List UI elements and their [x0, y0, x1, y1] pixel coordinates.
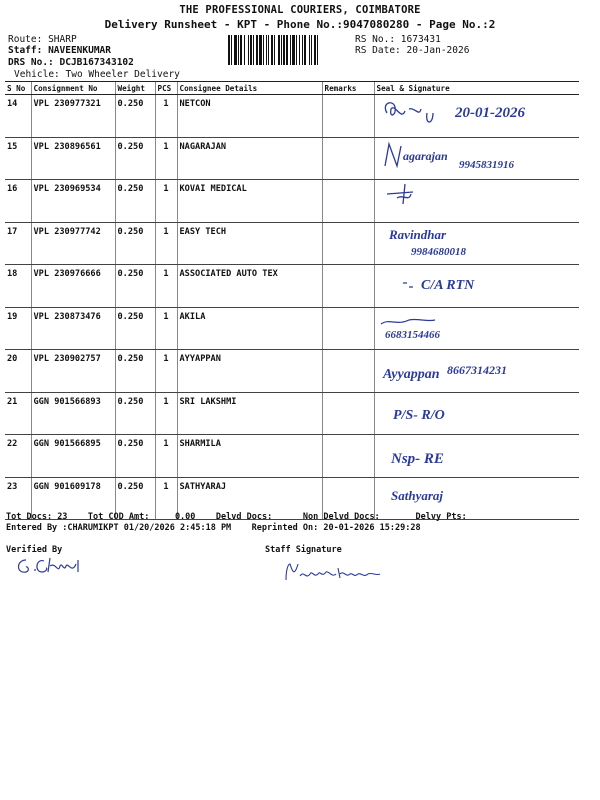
route-line: Route: SHARP	[8, 34, 77, 45]
row-sno: 21	[5, 392, 31, 435]
row-signature	[374, 435, 579, 478]
row-sno: 16	[5, 180, 31, 223]
svg-text:Nsp- RE: Nsp- RE	[390, 451, 444, 467]
row-signature	[374, 95, 579, 138]
row-consignment-no: VPL 230977321	[31, 95, 115, 138]
row-remarks	[322, 222, 374, 265]
row-weight: 0.250	[115, 392, 155, 435]
barcode-bar	[318, 35, 320, 65]
row-consignment-no: VPL 230976666	[31, 265, 115, 308]
row-consignee: AYYAPPAN	[177, 350, 322, 393]
table-header-row	[5, 82, 579, 95]
svg-text:C/A RTN: C/A RTN	[420, 278, 474, 293]
rs-date-value: 20-Jan-2026	[406, 45, 470, 56]
row-signature	[374, 350, 579, 393]
row-remarks	[322, 180, 374, 223]
svg-text:agarajan: agarajan	[402, 148, 448, 163]
table-row	[5, 392, 579, 435]
row-consignment-no: VPL 230902757	[31, 350, 115, 393]
row-consignment-no: GGN 901609178	[31, 477, 115, 520]
row-consignee: SATHYARAJ	[177, 477, 322, 520]
row-weight: 0.250	[115, 307, 155, 350]
row-remarks	[322, 392, 374, 435]
rs-no-line: RS No.: 1673431	[355, 34, 441, 45]
row-weight: 0.250	[115, 180, 155, 223]
entered-by-line: Entered By :CHARUMIKPT 01/20/2026 2:45:18 PM Reprinted On: 20-01-2026 15:29:28	[6, 523, 421, 533]
verified-signature	[14, 552, 114, 580]
row-signature	[374, 180, 579, 223]
row-consignee: SHARMILA	[177, 435, 322, 478]
row-sno: 20	[5, 350, 31, 393]
col-header-remarks: Remarks	[322, 82, 374, 95]
row-signature	[374, 137, 579, 180]
handwritten-signature	[375, 138, 580, 178]
staff-signature-label: Staff Signature	[265, 545, 342, 555]
row-sno: 18	[5, 265, 31, 308]
staff-value: NAVEENKUMAR	[48, 45, 111, 56]
svg-text:P/S- R/O: P/S- R/O	[392, 407, 445, 423]
table-row	[5, 307, 579, 350]
runsheet-subtitle: Delivery Runsheet - KPT - Phone No.:9047080280 - Page No.:2	[104, 18, 496, 31]
drs-value: DCJB167343102	[59, 57, 134, 68]
row-weight: 0.250	[115, 435, 155, 478]
handwritten-signature	[375, 393, 580, 433]
row-remarks	[322, 350, 374, 393]
row-remarks	[322, 435, 374, 478]
svg-text:6683154466: 6683154466	[384, 328, 440, 341]
col-header-weight: Weight	[115, 82, 155, 95]
row-consignee: ASSOCIATED AUTO TEX	[177, 265, 322, 308]
row-sno: 22	[5, 435, 31, 478]
row-signature	[374, 222, 579, 265]
row-consignment-no: VPL 230977742	[31, 222, 115, 265]
row-remarks	[322, 137, 374, 180]
drs-line: DRS No.: DCJB167343102	[8, 57, 134, 68]
row-pcs: 1	[155, 222, 177, 265]
totals-line: Tot Docs: 23 Tot COD Amt: 0.00 Delvd Docs: Non Delvd Docs: Delvy Pts:	[6, 512, 467, 522]
row-consignee: SRI LAKSHMI	[177, 392, 322, 435]
row-pcs: 1	[155, 307, 177, 350]
handwritten-signature	[375, 350, 580, 390]
handwritten-signature	[375, 435, 580, 475]
rs-date-line: RS Date: 20-Jan-2026	[355, 45, 470, 56]
row-consignment-no: VPL 230969534	[31, 180, 115, 223]
row-sno: 23	[5, 477, 31, 520]
row-weight: 0.250	[115, 95, 155, 138]
svg-text:9945831916: 9945831916	[458, 158, 514, 171]
reprinted-value: 20-01-2026 15:29:28	[323, 523, 421, 533]
tot-docs-value: 23	[57, 512, 68, 522]
entered-by-value: CHARUMIKPT 01/20/2026 2:45:18 PM	[67, 523, 232, 533]
company-title: THE PROFESSIONAL COURIERS, COIMBATORE	[179, 4, 421, 16]
row-pcs: 1	[155, 392, 177, 435]
verified-by-label: Verified By	[6, 545, 63, 555]
col-header-consignee: Consignee Details	[177, 82, 322, 95]
row-remarks	[322, 307, 374, 350]
row-signature	[374, 265, 579, 308]
row-consignment-no: GGN 901566895	[31, 435, 115, 478]
table-row	[5, 222, 579, 265]
row-pcs: 1	[155, 137, 177, 180]
row-pcs: 1	[155, 265, 177, 308]
row-remarks	[322, 265, 374, 308]
row-weight: 0.250	[115, 477, 155, 520]
vehicle-value: Two Wheeler Delivery	[65, 69, 180, 80]
row-remarks	[322, 95, 374, 138]
staff-line: Staff: NAVEENKUMAR	[8, 45, 111, 56]
row-consignment-no: VPL 230873476	[31, 307, 115, 350]
row-pcs: 1	[155, 180, 177, 223]
row-weight: 0.250	[115, 265, 155, 308]
row-pcs: 1	[155, 435, 177, 478]
row-consignee: NETCON	[177, 95, 322, 138]
handwritten-signature	[375, 308, 580, 348]
staff-signature	[280, 560, 390, 586]
row-consignment-no: VPL 230896561	[31, 137, 115, 180]
table-row	[5, 180, 579, 223]
row-pcs: 1	[155, 477, 177, 520]
row-pcs: 1	[155, 350, 177, 393]
table-row	[5, 95, 579, 138]
svg-text:9984680018: 9984680018	[410, 245, 466, 258]
table-row	[5, 265, 579, 308]
svg-text:Sathyaraj: Sathyaraj	[390, 487, 443, 503]
row-sno: 19	[5, 307, 31, 350]
row-sno: 14	[5, 95, 31, 138]
col-header-consignment: Consignment No	[31, 82, 115, 95]
row-weight: 0.250	[115, 222, 155, 265]
route-value: SHARP	[48, 34, 77, 45]
row-consignee: EASY TECH	[177, 222, 322, 265]
svg-text:Ravindhar: Ravindhar	[388, 226, 446, 242]
tot-cod-value: 0.00	[174, 512, 196, 522]
handwritten-signature	[375, 180, 580, 220]
row-signature	[374, 392, 579, 435]
row-signature	[374, 307, 579, 350]
col-header-sno: S No	[5, 82, 31, 95]
handwritten-signature	[375, 223, 580, 263]
vehicle-line: Vehicle: Two Wheeler Delivery	[14, 69, 180, 80]
row-sno: 17	[5, 222, 31, 265]
rs-no-value: 1673431	[400, 34, 441, 45]
svg-text:8667314231: 8667314231	[446, 363, 507, 377]
table-row	[5, 137, 579, 180]
row-consignee: AKILA	[177, 307, 322, 350]
handwritten-signature	[375, 265, 580, 305]
svg-text:20-01-2026: 20-01-2026	[454, 105, 525, 121]
table-row	[5, 350, 579, 393]
col-header-signature: Seal & Signature	[374, 82, 579, 95]
row-consignee: NAGARAJAN	[177, 137, 322, 180]
row-pcs: 1	[155, 95, 177, 138]
row-consignment-no: GGN 901566893	[31, 392, 115, 435]
handwritten-signature	[375, 95, 580, 135]
svg-text:Ayyappan: Ayyappan	[382, 367, 440, 382]
row-weight: 0.250	[115, 137, 155, 180]
row-weight: 0.250	[115, 350, 155, 393]
table-row	[5, 435, 579, 478]
runsheet-table	[5, 81, 579, 520]
row-sno: 15	[5, 137, 31, 180]
col-header-pcs: PCS	[155, 82, 177, 95]
barcode	[228, 35, 350, 65]
row-consignee: KOVAI MEDICAL	[177, 180, 322, 223]
